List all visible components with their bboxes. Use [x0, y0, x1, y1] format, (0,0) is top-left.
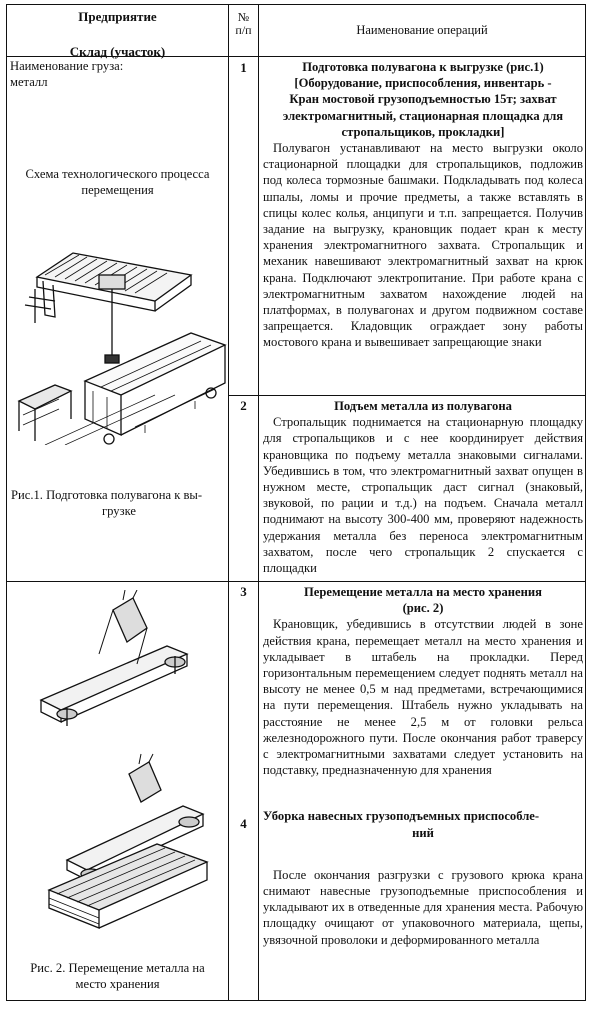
op-number-cell-2-spacer: [229, 396, 259, 582]
figure-1-caption: [11, 487, 227, 519]
op-number-4: 4: [240, 816, 247, 831]
operation-3: [259, 582, 585, 778]
table-header-row: [7, 5, 586, 57]
enterprise-label: Предприятие: [78, 9, 157, 24]
op-2-body: Стропальщик поднимается на стационарную площадку для стропальщиков и с нее координирует действия крановщика по подъему металла знаковыми сигналами. Убедившись в том, что электромагнитный захват опущен в нужном месте, стропальщик даст сигнал (знаковый, звуковой, по рации и т.д.) на подъем. Сначала металл поднимают на высоту 300-400 мм, проверяют надежность удержания металла без переноса электромагнитным захватом, после чего стропальщик 2 спускается с площадки: [263, 415, 583, 576]
op-1-title: [263, 59, 583, 140]
operations-table: [6, 4, 586, 1001]
figure-1-caption-line-1: Рис.1. Подготовка полувагона к вы-: [11, 488, 203, 502]
op-number-2: 2: [240, 398, 247, 413]
table-row-1: [7, 57, 586, 396]
op-number-cell-1: [229, 57, 259, 413]
op-3-title: [263, 584, 583, 616]
op-4-title-line-2: ний: [412, 825, 434, 840]
figure-2-caption-line-1: Рис. 2. Перемещение металла на: [30, 961, 205, 975]
number-header-cell: [229, 5, 259, 57]
figure-1-caption-line-2: грузке: [102, 504, 136, 518]
table-row-3: [7, 582, 586, 1001]
op-number-1: 1: [240, 60, 247, 75]
op-3-title-line-1: Перемещение металла на место хранения: [304, 585, 542, 599]
op-number-cell-3: [229, 582, 259, 1001]
operation-1: [259, 57, 585, 351]
figure-2-caption: [7, 960, 228, 992]
op-1-body: Полувагон устанавливают на место выгрузки около стационарной площадки для стропальщиков, подложив под колеса тормозные башмаки. Подкладывать под колеса шпалы, ломы и прочие предметы, а также вставлять в спицы колес колья, анципуги и т.п. запрещается. Получив задание на выгрузку, крановщик подает кран к месту хранения электромагнитного захвата. Стропальщик и механик навешивают электромагнитный захват на крюк крана. Подключают электропитание. При работе крана с электромагнитным захватом нахождение людей на платформах, в полувагонах и другом подвижном составе запрещается. Кладовщик ограждает зону работы мостового крана и вывешивает запрещающие знаки: [263, 141, 583, 350]
scheme-title-line-2: перемещения: [81, 183, 154, 197]
op-1-title-line-1: Подготовка полувагона к выгрузке (рис.1): [302, 60, 544, 74]
operations-header-cell: Наименование операций: [259, 5, 586, 57]
op-1-title-line-2: [Оборудование, приспособления, инвентарь -: [294, 76, 552, 91]
scheme-title-line-1: Схема технологического процесса: [25, 167, 210, 181]
op-1-title-line-4: электромагнитный, стационарная площадка для: [282, 108, 564, 123]
number-sign: №: [237, 10, 250, 24]
scheme-cell-2: [7, 582, 229, 1001]
scheme-cell-1: [7, 57, 229, 582]
op-4-title: [263, 808, 583, 840]
figure-2-caption-line-2: место хранения: [75, 977, 160, 991]
op-4-body: После окончания разгрузки с грузового крюка крана снимают навесные грузоподъемные приспособления и укладывают их в отведенные для хранения места. Рабочую площадку очищают от упаковочного материала, щепы, увязочной проволоки и деформированного металла: [263, 867, 583, 947]
cargo-value: металл: [10, 75, 48, 89]
op-number-3: 3: [240, 584, 247, 599]
op-text-cell-2: [259, 396, 586, 582]
op-text-cell-3: [259, 582, 586, 1001]
stock-label: Склад (участок): [69, 44, 166, 59]
op-1-title-line-5: стропальщиков, прокладки]: [341, 124, 505, 139]
number-abbrev: п/п: [235, 23, 252, 37]
electromagnet-traverse-illustration: [37, 590, 217, 930]
gondola-car-illustration: [15, 205, 229, 445]
enterprise-header-cell: [7, 5, 229, 57]
op-3-body: Крановщик, убедившись в отсутствии людей в зоне действия крана, перемещает металл на место хранения и укладывает в штабель на прокладки. Перед горизонтальным перемещением следует поднять металл на высоту не менее 0,5 м над предметами, встречающимися на пути перемещения. Штабель нужно укладывать на расстояние не менее 2,5 м от головки рельса железнодорожного пути. После окончания работ траверсу с электромагнитными захватами следует установить на подставку, предназначенную для хранения: [263, 617, 583, 778]
operation-2: [259, 396, 585, 576]
op-3-title-line-2: (рис. 2): [402, 601, 444, 616]
scheme-title: [7, 166, 228, 198]
op-text-cell-1: [259, 57, 586, 396]
operation-4: [259, 778, 585, 947]
cargo-label: Наименование груза:: [10, 59, 124, 73]
op-4-title-line-1: Уборка навесных грузоподъемных приспособле-: [263, 809, 540, 824]
op-1-title-line-3: Кран мостовой грузоподъемностью 15т; захват: [289, 92, 557, 107]
op-2-title: Подъем металла из полувагона: [334, 399, 512, 413]
